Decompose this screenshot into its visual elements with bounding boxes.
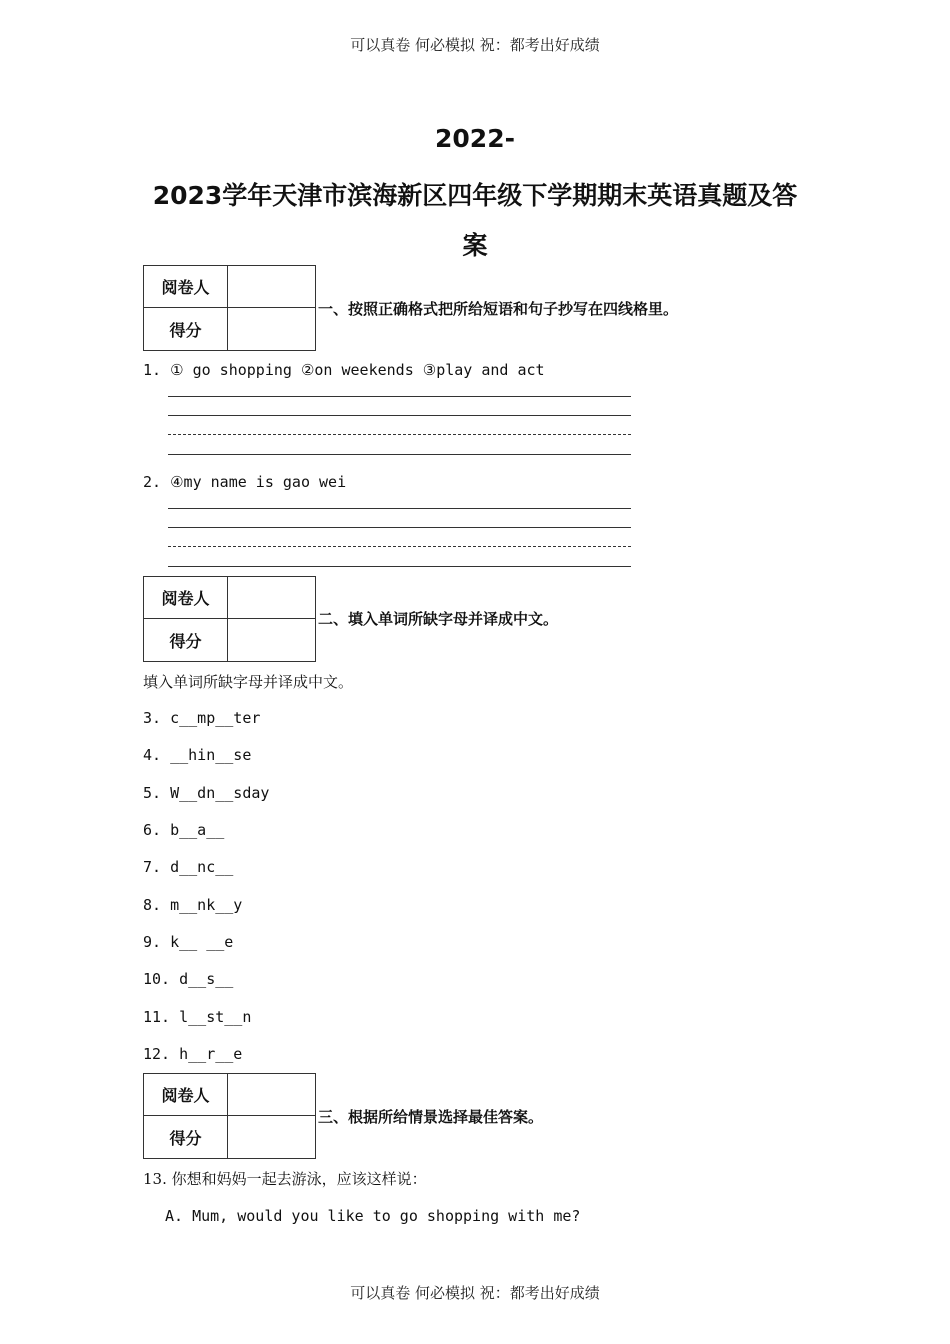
reviewer-label: 阅卷人 [144,1074,228,1116]
fill-item: 8. m__nk__y [143,896,243,914]
fill-item: 6. b__a__ [143,821,225,839]
fill-item: 4. __hin__se [143,746,252,764]
reviewer-field[interactable] [228,1074,315,1116]
fill-item: 10. d__s__ [143,970,234,988]
doc-title-line-1: 2022- [435,124,515,153]
fill-item: 9. k__ __e [143,933,234,951]
writing-line [168,415,631,416]
doc-title-line-3: 案 [462,231,488,260]
score-label: 得分 [144,619,228,661]
score-label: 得分 [144,308,228,350]
section-2-title: 二、填入单词所缺字母并译成中文。 [318,610,559,628]
page-footer: 可以真卷 何必模拟 祝：都考出好成绩 [350,1284,600,1302]
reviewer-label: 阅卷人 [144,577,228,619]
reviewer-field[interactable] [228,577,315,619]
score-field[interactable] [228,1116,315,1158]
reviewer-field[interactable] [228,266,315,308]
question-1: 1. ① go shopping ②on weekends ③play and act [143,361,545,379]
question-13: 13. 你想和妈妈一起去游泳，应该这样说： [143,1170,427,1188]
fill-item: 5. W__dn__sday [143,784,270,802]
section-2-instruction: 填入单词所缺字母并译成中文。 [143,673,354,691]
fill-item: 7. d__nc__ [143,858,234,876]
writing-line [168,454,631,455]
writing-line [168,396,631,397]
writing-line [168,566,631,567]
doc-title-line-2: 2023学年天津市滨海新区四年级下学期期末英语真题及答 [152,181,798,210]
score-table-1 [143,265,316,351]
score-label: 得分 [144,1116,228,1158]
score-table-3 [143,1073,316,1159]
score-field[interactable] [228,619,315,661]
writing-line-dashed [168,546,631,547]
fill-item: 3. c__mp__ter [143,709,261,727]
page-header: 可以真卷 何必模拟 祝：都考出好成绩 [350,36,600,54]
writing-line [168,508,631,509]
fill-item: 12. h__r__e [143,1045,243,1063]
score-field[interactable] [228,308,315,350]
question-2: 2. ④my name is gao wei [143,473,347,491]
score-table-2 [143,576,316,662]
section-1-title: 一、按照正确格式把所给短语和句子抄写在四线格里。 [318,300,679,318]
writing-line [168,527,631,528]
section-3-title: 三、根据所给情景选择最佳答案。 [318,1108,544,1126]
writing-line-dashed [168,434,631,435]
question-13-option-a: A. Mum, would you like to go shopping with me? [165,1207,581,1225]
fill-item: 11. l__st__n [143,1008,252,1026]
reviewer-label: 阅卷人 [144,266,228,308]
